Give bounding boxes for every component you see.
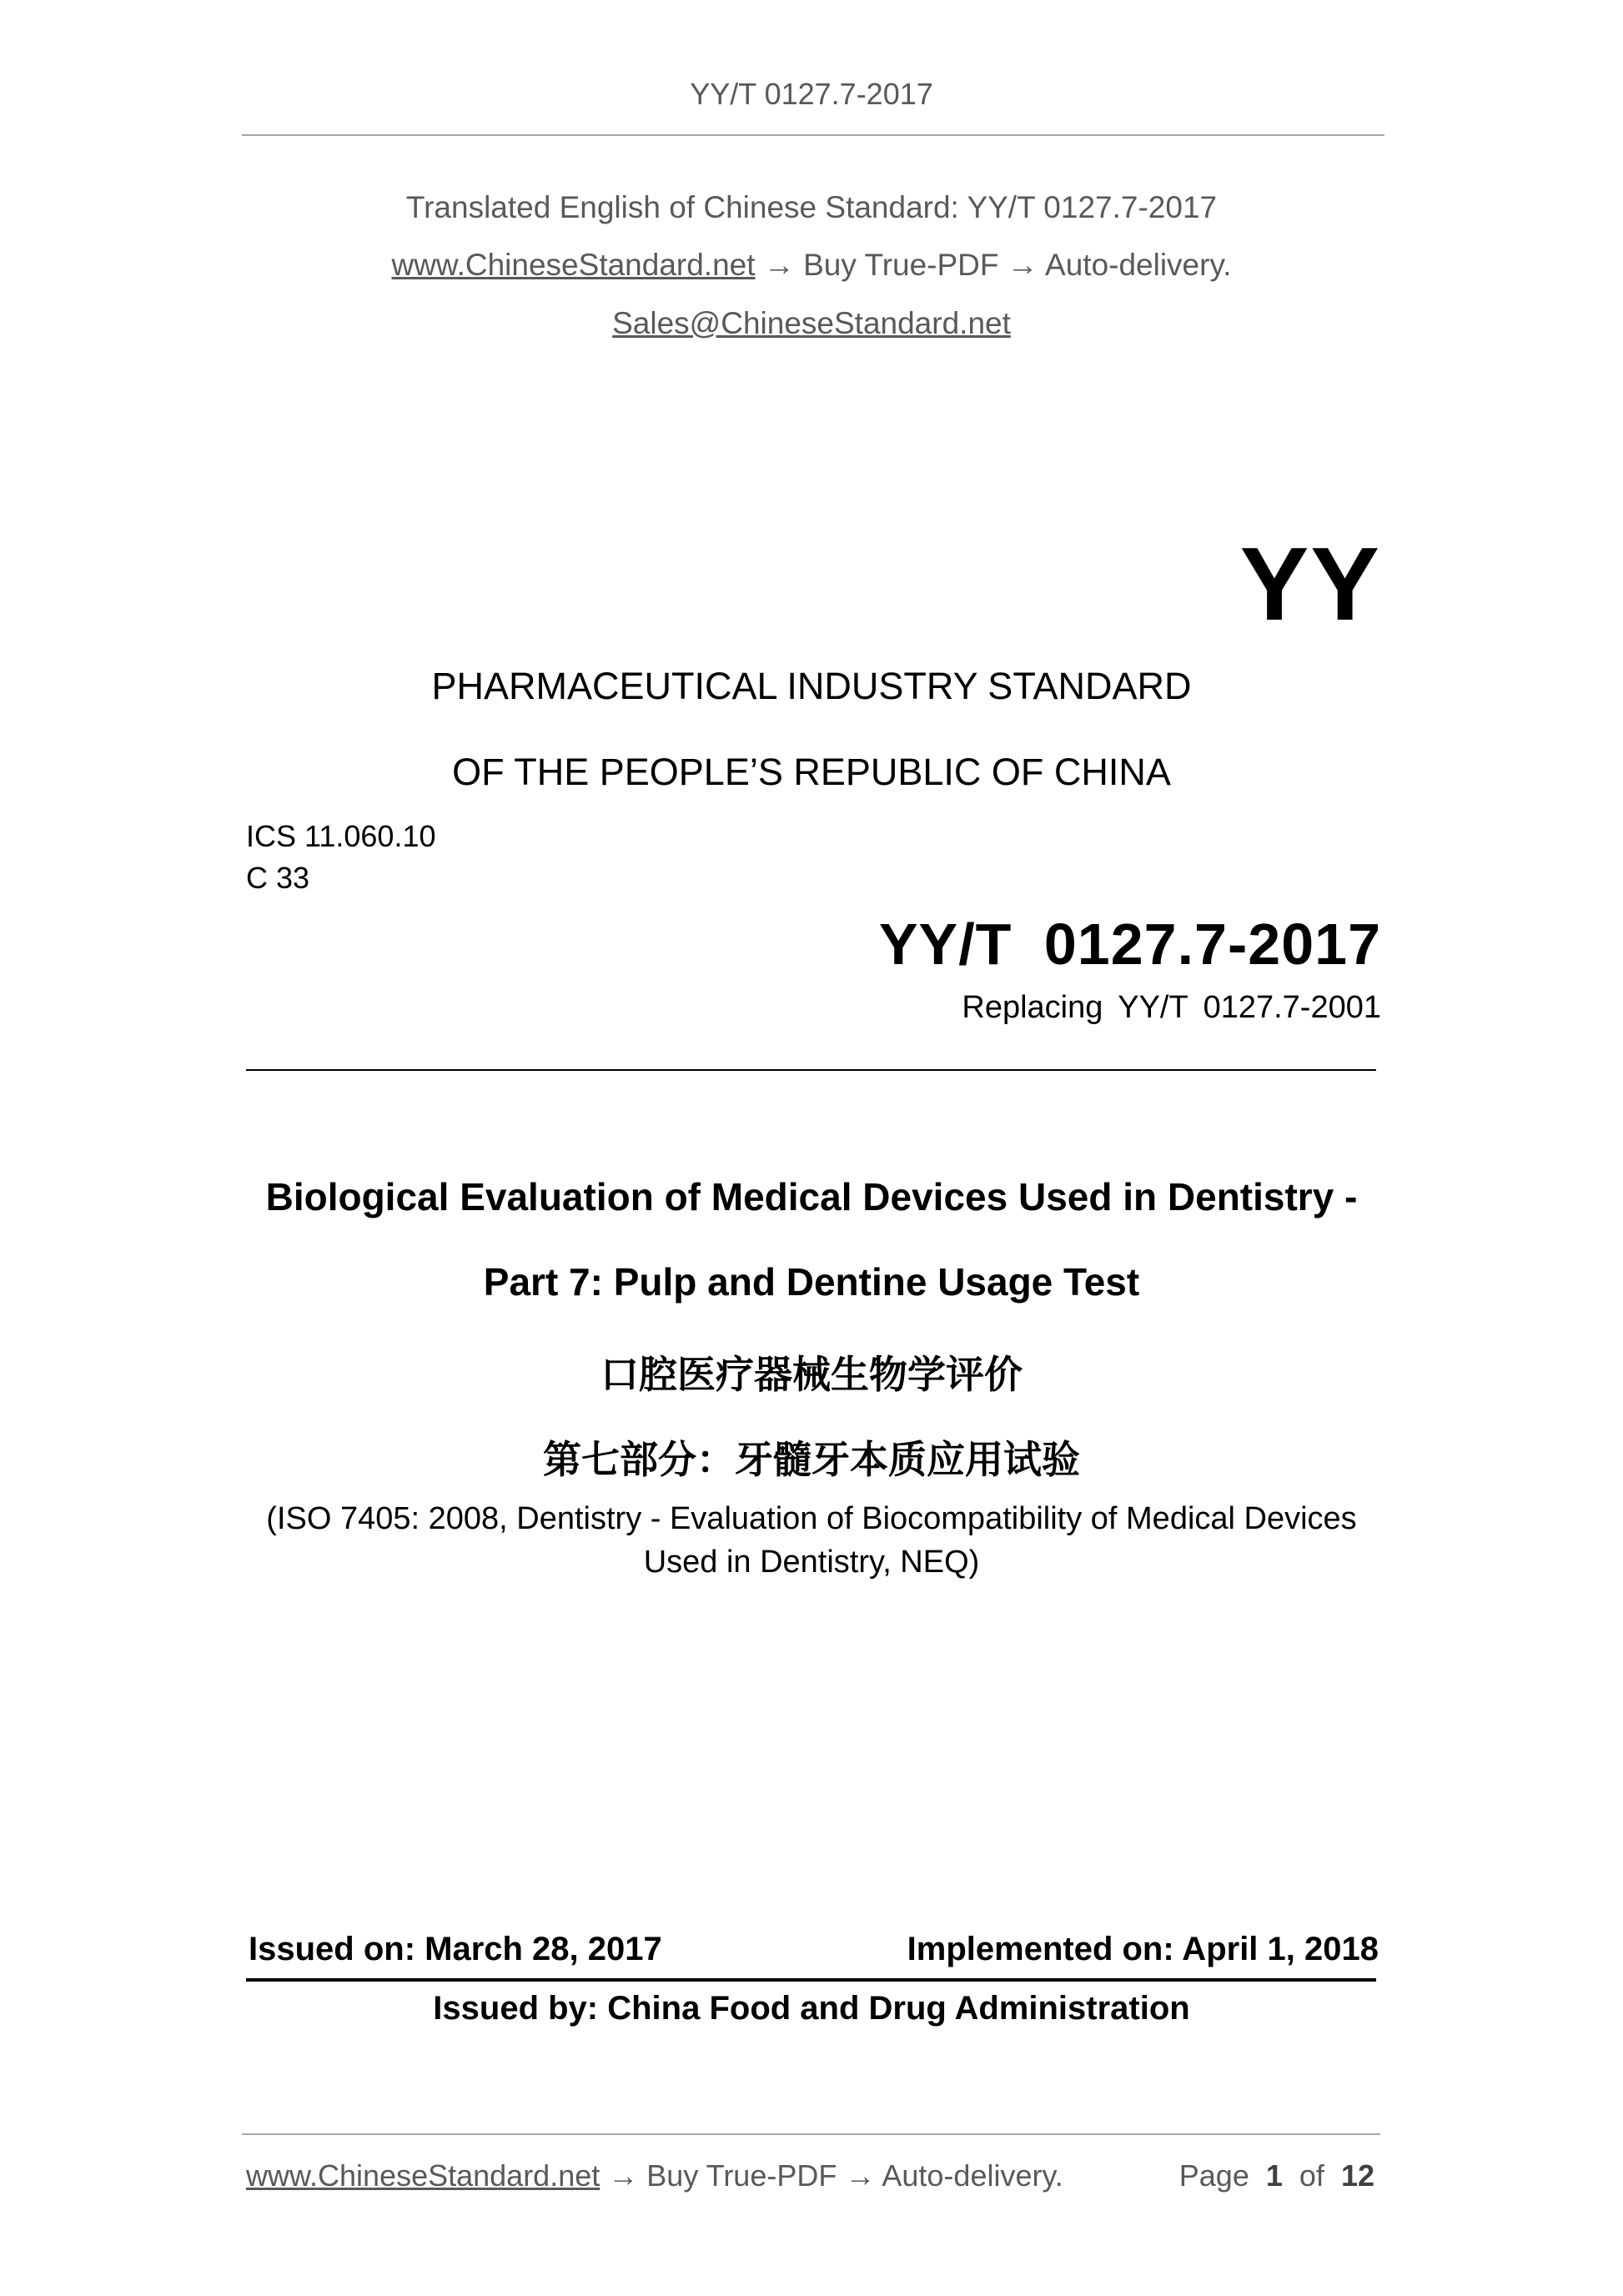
document-title-en: Biological Evaluation of Medical Devices Used in Dentistry - xyxy=(265,1175,1358,1218)
email-line xyxy=(0,306,1623,341)
replacing-note: Replacing YY/T 0127.7-2001 xyxy=(962,990,1381,1025)
footer-buy-text: Buy True-PDF xyxy=(646,2158,837,2193)
running-header: YY/T 0127.7-2017 xyxy=(690,77,933,111)
iso-reference: (ISO 7405: 2008, Dentistry - Evaluation of Biocompatibility of Medical Devices xyxy=(266,1501,1357,1536)
footer-purchase-line xyxy=(246,2158,1063,2193)
issuing-authority: Issued by: China Food and Drug Administration xyxy=(433,1990,1190,2027)
title-divider xyxy=(246,1069,1376,1071)
page-indicator xyxy=(1179,2158,1374,2193)
standard-number: YY/T 0127.7-2017 xyxy=(878,912,1381,977)
buy-text: Buy True-PDF xyxy=(803,248,999,282)
ics-code: ICS 11.060.10 xyxy=(246,819,436,853)
page-label: Page xyxy=(1178,2158,1249,2193)
delivery-text: Auto-delivery. xyxy=(1045,248,1232,282)
of-label: of xyxy=(1299,2158,1324,2193)
dates-divider xyxy=(246,1978,1376,1982)
iso-reference-continued: Used in Dentistry, NEQ) xyxy=(643,1545,980,1580)
page-number: 1 xyxy=(1265,2158,1283,2193)
footer-site-link[interactable]: www.ChineseStandard.net xyxy=(246,2158,600,2193)
page-total: 12 xyxy=(1340,2158,1374,2193)
purchase-line xyxy=(0,248,1623,283)
document-subtitle-zh: 第七部分：牙髓牙本质应用试验 xyxy=(543,1437,1080,1482)
document-title-zh: 口腔医疗器械生物学评价 xyxy=(600,1352,1023,1397)
header-divider xyxy=(242,134,1384,136)
translation-notice: Translated English of Chinese Standard: YY/T 0127.7-2017 xyxy=(405,190,1218,224)
ccs-code: C 33 xyxy=(246,861,310,895)
footer-divider xyxy=(242,2133,1380,2135)
issued-date: Issued on: March 28, 2017 xyxy=(249,1931,662,1967)
email-link[interactable]: Sales@ChineseStandard.net xyxy=(612,306,1011,340)
standard-country-title: OF THE PEOPLE’S REPUBLIC OF CHINA xyxy=(452,751,1171,793)
arrow-icon: → xyxy=(1007,248,1038,282)
arrow-icon: → xyxy=(845,2158,876,2193)
site-link[interactable]: www.ChineseStandard.net xyxy=(391,248,756,282)
arrow-icon: → xyxy=(608,2158,639,2193)
footer-delivery-text: Auto-delivery. xyxy=(882,2158,1063,2193)
document-subtitle-en: Part 7: Pulp and Dentine Usage Test xyxy=(483,1260,1140,1304)
standard-category-code: YY xyxy=(1239,527,1381,642)
standard-type-title: PHARMACEUTICAL INDUSTRY STANDARD xyxy=(431,665,1192,707)
arrow-icon: → xyxy=(763,248,795,282)
implemented-date: Implemented on: April 1, 2018 xyxy=(907,1931,1379,1967)
